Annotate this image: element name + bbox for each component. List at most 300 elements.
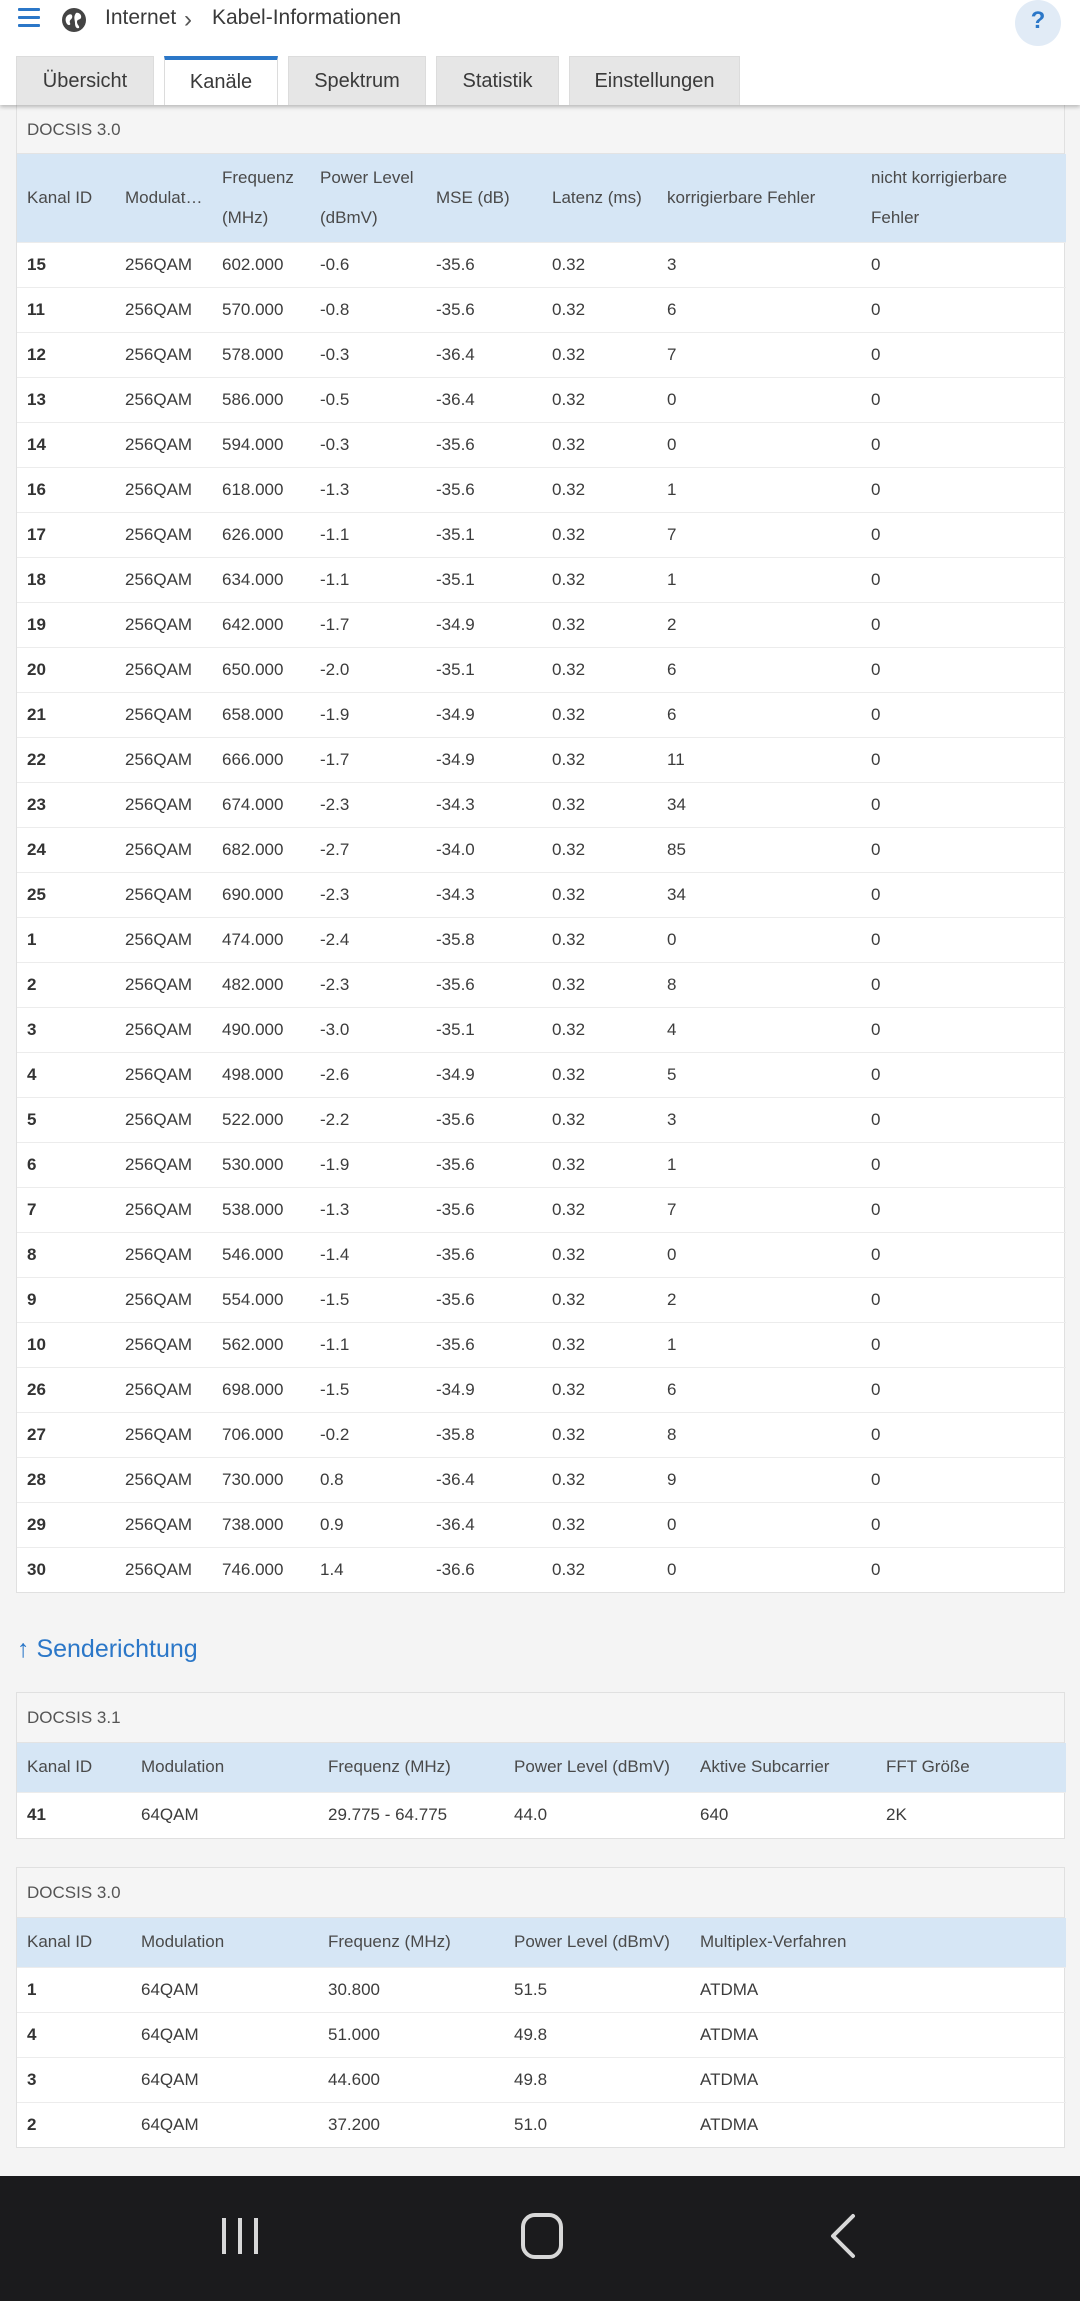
col-header-power-level: Power Level (dBmV) [504,1743,690,1792]
cell-frequenz: 618.000 [212,467,310,512]
cell-frequenz: 690.000 [212,872,310,917]
cell-korrigierbare-fehler: 6 [657,1367,861,1412]
cell-korrigierbare-fehler: 8 [657,1412,861,1457]
cell-latenz: 0.32 [542,1052,657,1097]
cell-latenz: 0.32 [542,512,657,557]
cell-mse: -34.9 [426,1367,542,1412]
cell-modulation: 256QAM [115,242,212,287]
cell-frequenz: 706.000 [212,1412,310,1457]
table-row [17,1187,1066,1232]
cell-latenz: 0.32 [542,242,657,287]
table-row [17,467,1066,512]
cell-modulation: 256QAM [115,1142,212,1187]
cell-kanal-id: 8 [17,1232,115,1277]
cell-korrigierbare-fehler: 0 [657,917,861,962]
cell-latenz: 0.32 [542,287,657,332]
table-row [17,422,1066,467]
table-row [17,1232,1066,1277]
cell-korrigierbare-fehler: 7 [657,332,861,377]
upstream-docsis30-table [17,1918,1066,2147]
cell-latenz: 0.32 [542,827,657,872]
cell-latenz: 0.32 [542,1367,657,1412]
cell-kanal-id: 7 [17,1187,115,1232]
cell-mse: -36.4 [426,1457,542,1502]
table-row [17,512,1066,557]
col-header-frequenz: Frequenz (MHz) [212,154,310,242]
cell-power-level: -1.4 [310,1232,426,1277]
cell-nicht-korrigierbare-fehler: 0 [861,1277,1066,1322]
cell-power-level: -2.0 [310,647,426,692]
cell-frequenz: 51.000 [318,2012,504,2057]
cell-frequenz: 666.000 [212,737,310,782]
cell-latenz: 0.32 [542,692,657,737]
cell-nicht-korrigierbare-fehler: 0 [861,962,1066,1007]
cell-nicht-korrigierbare-fehler: 0 [861,512,1066,557]
cell-power-level: -2.3 [310,782,426,827]
cell-power-level: -1.9 [310,692,426,737]
cell-korrigierbare-fehler: 8 [657,962,861,1007]
app-header [0,0,1080,105]
cell-latenz: 0.32 [542,737,657,782]
cell-korrigierbare-fehler: 11 [657,737,861,782]
cell-power-level: -0.6 [310,242,426,287]
table-row [17,1457,1066,1502]
cell-korrigierbare-fehler: 3 [657,242,861,287]
cell-kanal-id: 27 [17,1412,115,1457]
upstream-section-heading[interactable]: ↑ Senderichtung [17,1635,198,1663]
cell-frequenz: 37.200 [318,2102,504,2147]
cell-nicht-korrigierbare-fehler: 0 [861,1412,1066,1457]
cell-mse: -35.6 [426,1142,542,1187]
cell-mse: -35.6 [426,287,542,332]
cell-nicht-korrigierbare-fehler: 0 [861,1547,1066,1592]
cell-mse: -35.6 [426,1187,542,1232]
cell-frequenz: 634.000 [212,557,310,602]
col-header-power-level: Power Level (dBmV) [310,154,426,242]
col-header-kanal-id: Kanal ID [17,1918,131,1967]
cell-latenz: 0.32 [542,917,657,962]
cell-modulation: 256QAM [115,692,212,737]
tab-spektrum[interactable]: Spektrum [288,56,426,105]
cell-latenz: 0.32 [542,602,657,647]
cell-latenz: 0.32 [542,332,657,377]
table-row [17,1007,1066,1052]
cell-kanal-id: 41 [17,1792,131,1838]
cell-modulation: 256QAM [115,1187,212,1232]
cell-kanal-id: 4 [17,2012,131,2057]
chevron-right-icon: › [184,6,192,33]
cell-latenz: 0.32 [542,1322,657,1367]
col-header-latenz: Latenz (ms) [542,154,657,242]
cell-modulation: 256QAM [115,287,212,332]
cell-modulation: 256QAM [115,1412,212,1457]
cell-modulation: 256QAM [115,1277,212,1322]
cell-korrigierbare-fehler: 7 [657,512,861,557]
cell-frequenz: 29.775 - 64.775 [318,1792,504,1838]
cell-modulation: 256QAM [115,737,212,782]
cell-kanal-id: 25 [17,872,115,917]
table-row [17,782,1066,827]
cell-kanal-id: 2 [17,962,115,1007]
col-header-frequenz: Frequenz (MHz) [318,1918,504,1967]
cell-latenz: 0.32 [542,1142,657,1187]
cell-frequenz: 594.000 [212,422,310,467]
cell-modulation: 256QAM [115,1052,212,1097]
cell-modulation: 256QAM [115,377,212,422]
cell-mse: -34.9 [426,692,542,737]
cell-korrigierbare-fehler: 7 [657,1187,861,1232]
cell-power-level: -0.3 [310,422,426,467]
col-header-nicht-korrigierbare-fehler: nicht korrigierbare Fehler [861,154,1066,242]
home-icon[interactable] [507,2206,577,2266]
cell-power-level: -0.8 [310,287,426,332]
cell-kanal-id: 9 [17,1277,115,1322]
cell-frequenz: 586.000 [212,377,310,422]
cell-power-level: -1.1 [310,557,426,602]
cell-latenz: 0.32 [542,1277,657,1322]
cell-nicht-korrigierbare-fehler: 0 [861,422,1066,467]
col-header-fft-groesse: FFT Größe [876,1743,1066,1792]
cell-modulation: 256QAM [115,872,212,917]
cell-korrigierbare-fehler: 0 [657,422,861,467]
cell-latenz: 0.32 [542,467,657,512]
tab-einstellungen[interactable]: Einstellungen [569,56,740,105]
cell-power-level: 49.8 [504,2012,690,2057]
cell-kanal-id: 20 [17,647,115,692]
cell-power-level: -1.5 [310,1277,426,1322]
cell-modulation: 256QAM [115,1502,212,1547]
cell-frequenz: 658.000 [212,692,310,737]
col-header-aktive-subcarrier: Aktive Subcarrier [690,1743,876,1792]
table-row [17,377,1066,422]
cell-korrigierbare-fehler: 2 [657,1277,861,1322]
table-row [17,2012,1066,2057]
cell-power-level: -2.2 [310,1097,426,1142]
cell-kanal-id: 30 [17,1547,115,1592]
cell-nicht-korrigierbare-fehler: 0 [861,602,1066,647]
cell-modulation: 256QAM [115,1547,212,1592]
cell-modulation: 256QAM [115,467,212,512]
cell-fft-groesse: 2K [876,1792,1066,1838]
cell-mse: -35.1 [426,1007,542,1052]
breadcrumb-current-page: Kabel-Informationen [212,6,402,29]
cell-kanal-id: 28 [17,1457,115,1502]
col-header-multiplex-verfahren: Multiplex-Verfahren [690,1918,1066,1967]
cell-mse: -35.6 [426,1232,542,1277]
cell-korrigierbare-fehler: 5 [657,1052,861,1097]
col-header-power-level: Power Level (dBmV) [504,1918,690,1967]
downstream-table-body [17,242,1066,1592]
cell-frequenz: 538.000 [212,1187,310,1232]
cell-korrigierbare-fehler: 6 [657,287,861,332]
cell-latenz: 0.32 [542,647,657,692]
cell-korrigierbare-fehler: 3 [657,1097,861,1142]
cell-power-level: -1.7 [310,737,426,782]
cell-korrigierbare-fehler: 4 [657,1007,861,1052]
cell-korrigierbare-fehler: 85 [657,827,861,872]
panel-title: DOCSIS 3.0 [17,97,1064,154]
cell-frequenz: 738.000 [212,1502,310,1547]
cell-power-level: 44.0 [504,1792,690,1838]
cell-nicht-korrigierbare-fehler: 0 [861,1187,1066,1232]
cell-mse: -34.3 [426,872,542,917]
cell-frequenz: 498.000 [212,1052,310,1097]
col-header-korrigierbare-fehler: korrigierbare Fehler [657,154,861,242]
upstream-docsis31-table-body [17,1792,1066,1838]
table-row [17,827,1066,872]
cell-kanal-id: 18 [17,557,115,602]
cell-frequenz: 626.000 [212,512,310,557]
cell-nicht-korrigierbare-fehler: 0 [861,1232,1066,1277]
cell-kanal-id: 11 [17,287,115,332]
cell-modulation: 256QAM [115,647,212,692]
globe-icon [60,6,88,34]
cell-frequenz: 530.000 [212,1142,310,1187]
cell-power-level: 51.5 [504,1967,690,2012]
cell-korrigierbare-fehler: 1 [657,467,861,512]
cell-nicht-korrigierbare-fehler: 0 [861,872,1066,917]
cell-modulation: 256QAM [115,602,212,647]
upstream-docsis31-panel [16,1692,1065,1839]
cell-frequenz: 746.000 [212,1547,310,1592]
cell-frequenz: 570.000 [212,287,310,332]
tab-uebersicht[interactable]: Übersicht [16,56,154,105]
cell-nicht-korrigierbare-fehler: 0 [861,242,1066,287]
back-icon[interactable] [811,2206,881,2266]
cell-mse: -35.6 [426,242,542,287]
cell-mse: -35.6 [426,467,542,512]
cell-multiplex-verfahren: ATDMA [690,2057,1066,2102]
cell-nicht-korrigierbare-fehler: 0 [861,782,1066,827]
cell-nicht-korrigierbare-fehler: 0 [861,827,1066,872]
table-row [17,1547,1066,1592]
cell-latenz: 0.32 [542,1007,657,1052]
cell-modulation: 256QAM [115,557,212,602]
cell-nicht-korrigierbare-fehler: 0 [861,737,1066,782]
col-header-modulation: Modulat… [115,154,212,242]
cell-nicht-korrigierbare-fehler: 0 [861,1367,1066,1412]
table-row [17,1412,1066,1457]
cell-latenz: 0.32 [542,557,657,602]
cell-kanal-id: 19 [17,602,115,647]
cell-kanal-id: 14 [17,422,115,467]
cell-korrigierbare-fehler: 0 [657,377,861,422]
cell-frequenz: 674.000 [212,782,310,827]
cell-kanal-id: 3 [17,1007,115,1052]
cell-mse: -34.9 [426,1052,542,1097]
cell-nicht-korrigierbare-fehler: 0 [861,1052,1066,1097]
table-row [17,1967,1066,2012]
cell-modulation: 64QAM [131,2102,318,2147]
menu-icon[interactable] [18,8,40,28]
cell-kanal-id: 24 [17,827,115,872]
table-row [17,1097,1066,1142]
cell-mse: -35.6 [426,1277,542,1322]
cell-power-level: 0.9 [310,1502,426,1547]
cell-korrigierbare-fehler: 0 [657,1547,861,1592]
cell-frequenz: 44.600 [318,2057,504,2102]
table-row [17,1277,1066,1322]
cell-latenz: 0.32 [542,377,657,422]
cell-korrigierbare-fehler: 1 [657,557,861,602]
panel-title: DOCSIS 3.1 [17,1693,1064,1743]
cell-kanal-id: 23 [17,782,115,827]
cell-power-level: -2.7 [310,827,426,872]
cell-kanal-id: 4 [17,1052,115,1097]
table-row [17,647,1066,692]
cell-frequenz: 522.000 [212,1097,310,1142]
cell-nicht-korrigierbare-fehler: 0 [861,917,1066,962]
cell-modulation: 256QAM [115,917,212,962]
cell-power-level: -1.5 [310,1367,426,1412]
table-row [17,242,1066,287]
table-row [17,557,1066,602]
cell-nicht-korrigierbare-fehler: 0 [861,1322,1066,1367]
cell-latenz: 0.32 [542,1187,657,1232]
cell-kanal-id: 22 [17,737,115,782]
cell-frequenz: 650.000 [212,647,310,692]
cell-mse: -34.3 [426,782,542,827]
cell-mse: -35.6 [426,962,542,1007]
col-header-frequenz: Frequenz (MHz) [318,1743,504,1792]
cell-frequenz: 730.000 [212,1457,310,1502]
cell-power-level: -1.1 [310,1322,426,1367]
table-row [17,962,1066,1007]
cell-latenz: 0.32 [542,1502,657,1547]
cell-mse: -34.9 [426,602,542,647]
cell-modulation: 256QAM [115,1232,212,1277]
recent-apps-icon[interactable] [205,2206,275,2266]
cell-nicht-korrigierbare-fehler: 0 [861,1142,1066,1187]
cell-frequenz: 602.000 [212,242,310,287]
cell-kanal-id: 29 [17,1502,115,1547]
table-row [17,602,1066,647]
cell-power-level: -2.4 [310,917,426,962]
cell-kanal-id: 5 [17,1097,115,1142]
breadcrumb-internet[interactable]: Internet [105,6,177,29]
cell-power-level: 51.0 [504,2102,690,2147]
cell-latenz: 0.32 [542,782,657,827]
cell-mse: -35.1 [426,512,542,557]
cell-kanal-id: 13 [17,377,115,422]
cell-power-level: -2.6 [310,1052,426,1097]
cell-mse: -35.8 [426,1412,542,1457]
cell-korrigierbare-fehler: 34 [657,782,861,827]
cell-nicht-korrigierbare-fehler: 0 [861,287,1066,332]
cell-power-level: -2.3 [310,872,426,917]
upstream-docsis31-table [17,1743,1066,1838]
cell-power-level: -1.3 [310,1187,426,1232]
cell-nicht-korrigierbare-fehler: 0 [861,1007,1066,1052]
cell-modulation: 256QAM [115,1007,212,1052]
cell-korrigierbare-fehler: 6 [657,692,861,737]
cell-korrigierbare-fehler: 0 [657,1232,861,1277]
help-icon[interactable]: ? [1015,0,1061,46]
cell-power-level: 1.4 [310,1547,426,1592]
cell-latenz: 0.32 [542,1547,657,1592]
upstream-docsis30-panel [16,1867,1065,2148]
cell-korrigierbare-fehler: 34 [657,872,861,917]
tab-statistik[interactable]: Statistik [436,56,559,105]
cell-mse: -36.6 [426,1547,542,1592]
cell-latenz: 0.32 [542,1097,657,1142]
cell-frequenz: 490.000 [212,1007,310,1052]
cell-kanal-id: 21 [17,692,115,737]
cell-korrigierbare-fehler: 2 [657,602,861,647]
cell-frequenz: 642.000 [212,602,310,647]
cell-modulation: 256QAM [115,1097,212,1142]
cell-power-level: -0.5 [310,377,426,422]
col-header-mse: MSE (dB) [426,154,542,242]
cell-kanal-id: 3 [17,2057,131,2102]
cell-kanal-id: 2 [17,2102,131,2147]
col-header-kanal-id: Kanal ID [17,154,115,242]
cell-mse: -36.4 [426,1502,542,1547]
downstream-docsis30-panel [16,96,1065,1593]
cell-power-level: -1.3 [310,467,426,512]
col-header-modulation: Modulation [131,1918,318,1967]
cell-mse: -34.9 [426,737,542,782]
cell-nicht-korrigierbare-fehler: 0 [861,1502,1066,1547]
col-header-modulation: Modulation [131,1743,318,1792]
cell-frequenz: 30.800 [318,1967,504,2012]
cell-korrigierbare-fehler: 6 [657,647,861,692]
col-header-kanal-id: Kanal ID [17,1743,131,1792]
cell-kanal-id: 12 [17,332,115,377]
cell-power-level: -1.7 [310,602,426,647]
cell-latenz: 0.32 [542,1412,657,1457]
cell-nicht-korrigierbare-fehler: 0 [861,692,1066,737]
cell-multiplex-verfahren: ATDMA [690,2102,1066,2147]
cell-mse: -35.1 [426,647,542,692]
cell-multiplex-verfahren: ATDMA [690,2012,1066,2057]
cell-kanal-id: 16 [17,467,115,512]
cell-modulation: 256QAM [115,1457,212,1502]
cell-nicht-korrigierbare-fehler: 0 [861,1457,1066,1502]
table-row [17,1367,1066,1412]
cell-frequenz: 474.000 [212,917,310,962]
cell-modulation: 64QAM [131,2012,318,2057]
cell-mse: -36.4 [426,332,542,377]
downstream-table [17,154,1066,1592]
cell-kanal-id: 26 [17,1367,115,1412]
table-row [17,1142,1066,1187]
cell-modulation: 256QAM [115,1367,212,1412]
cell-modulation: 256QAM [115,962,212,1007]
cell-latenz: 0.32 [542,1457,657,1502]
cell-mse: -34.0 [426,827,542,872]
cell-frequenz: 482.000 [212,962,310,1007]
table-row [17,1322,1066,1367]
cell-frequenz: 546.000 [212,1232,310,1277]
tab-kanaele[interactable]: Kanäle [164,56,278,105]
cell-nicht-korrigierbare-fehler: 0 [861,1097,1066,1142]
table-row [17,1502,1066,1547]
cell-nicht-korrigierbare-fehler: 0 [861,332,1066,377]
cell-power-level: -0.3 [310,332,426,377]
table-row [17,1792,1066,1838]
table-row [17,287,1066,332]
cell-latenz: 0.32 [542,422,657,467]
cell-power-level: 49.8 [504,2057,690,2102]
cell-power-level: -1.1 [310,512,426,557]
cell-latenz: 0.32 [542,962,657,1007]
cell-nicht-korrigierbare-fehler: 0 [861,557,1066,602]
cell-mse: -35.8 [426,917,542,962]
table-row [17,737,1066,782]
cell-nicht-korrigierbare-fehler: 0 [861,377,1066,422]
cell-power-level: 0.8 [310,1457,426,1502]
